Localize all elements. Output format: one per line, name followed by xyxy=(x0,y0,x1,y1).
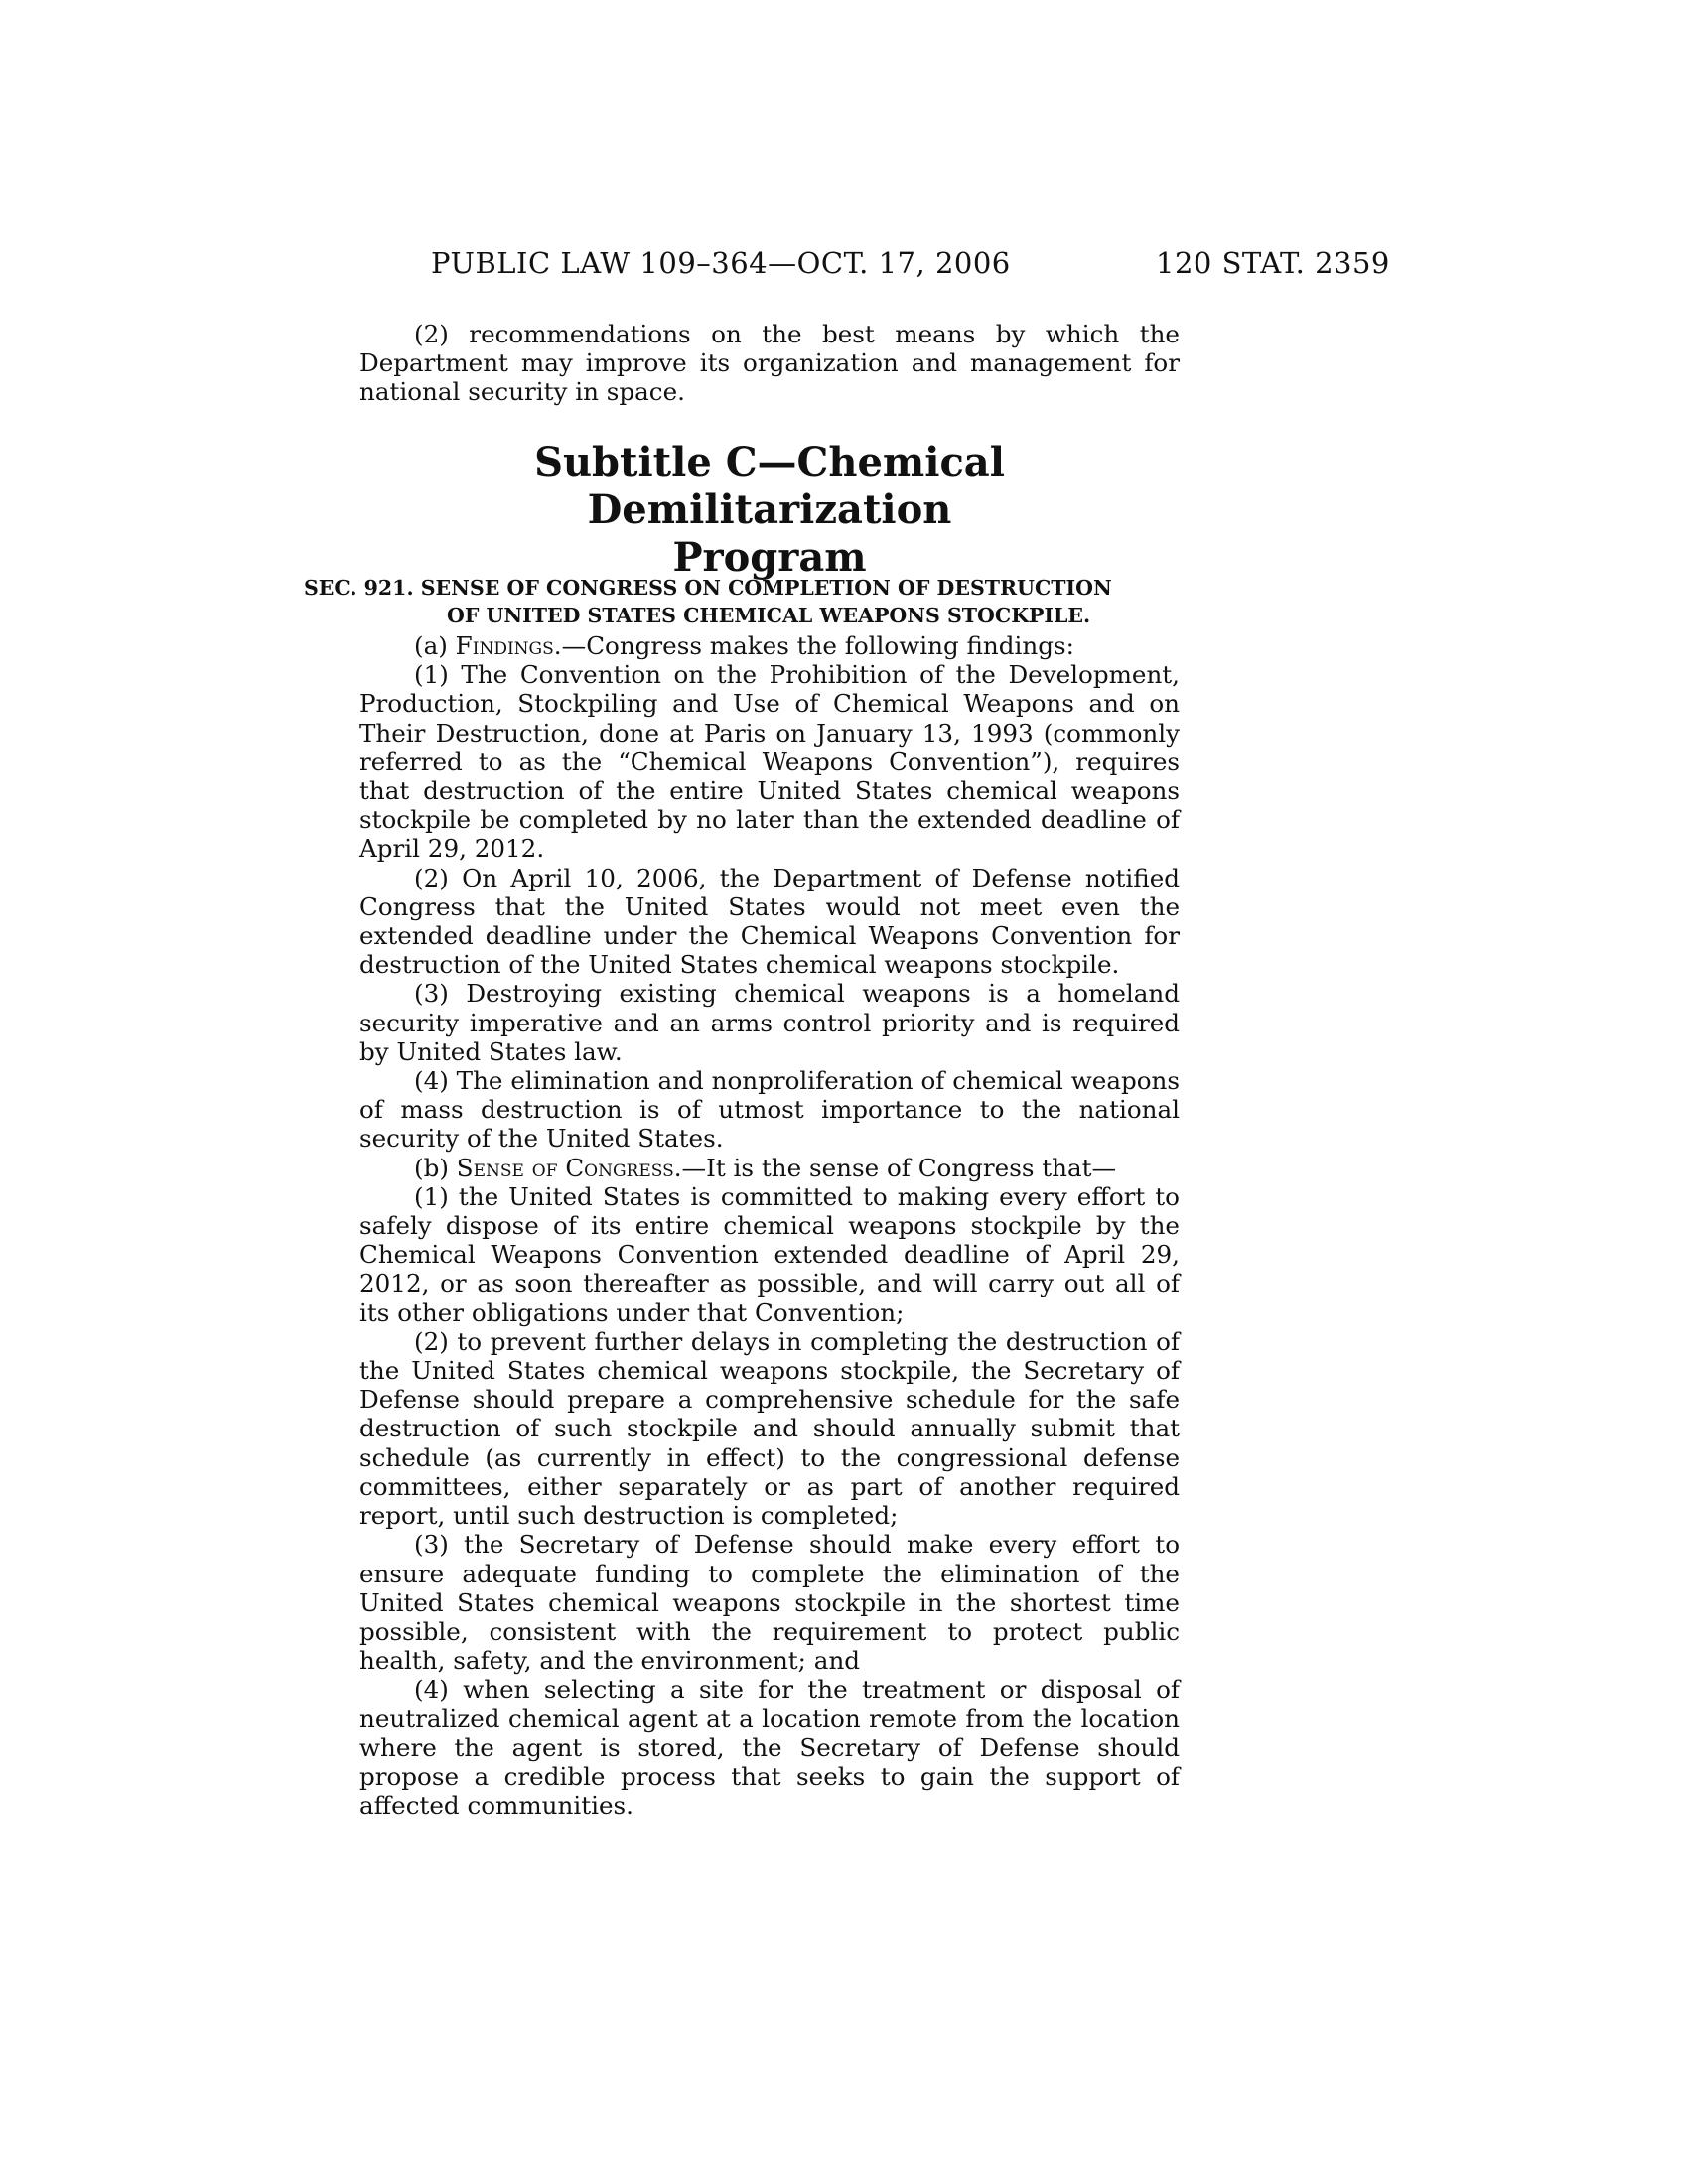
intro-block xyxy=(359,320,1180,407)
subtitle-heading xyxy=(359,439,1180,582)
subtitle-line-2: Program xyxy=(672,534,867,581)
statute-page-number: 120 STAT. 2359 xyxy=(1156,246,1390,280)
section-body xyxy=(359,631,1180,1820)
finding-item: (3) Destroying existing chemical weapons is a homeland security imperative and an arms control priority and is required by United States law. xyxy=(359,979,1180,1066)
findings-intro: .—Congress makes the following findings: xyxy=(553,631,1074,660)
finding-item: (1) The Convention on the Prohibition of the Development, Production, Stockpiling and Use of Chemical Weapons and on Their Destruction, done at Paris on January 13, 1993 (commonly referred to as the “Chemical Weapons Convention”), requires that destruction of the entire United States chemical weapons stockpile be completed by no later than the extended deadline of April 29, 2012. xyxy=(359,660,1180,864)
sense-item: (3) the Secretary of Defense should make every effort to ensure adequate funding to complete the elimination of the United States chemical weapons stockpile in the shortest time possible, consistent with the requirement to protect public health, safety, and the environment; and xyxy=(359,1530,1180,1676)
public-law-citation: PUBLIC LAW 109–364—OCT. 17, 2006 xyxy=(431,246,1011,280)
sense-item: (2) to prevent further delays in completing the destruction of the United States chemical weapons stockpile, the Secretary of Defense should prepare a comprehensive schedule for the safe destruction of such stockpile and should annually submit that schedule (as currently in effect) to the congressional defense committees, either separately or as part of another required report, until such destruction is completed; xyxy=(359,1326,1180,1531)
findings-label: (a) xyxy=(414,631,456,660)
findings-title: Findings xyxy=(455,631,554,660)
section-heading-line-2: OF UNITED STATES CHEMICAL WEAPONS STOCKPILE. xyxy=(447,604,1091,627)
sense-item: (1) the United States is committed to making every effort to safely dispose of its entire chemical weapons stockpile by the Chemical Weapons Convention extended deadline of April 29, 2012, or as soon thereafter as possible, and will carry out all of its other obligations under that Convention; xyxy=(359,1181,1180,1327)
sense-intro: .—It is the sense of Congress that— xyxy=(673,1153,1117,1182)
sense-label: (b) xyxy=(414,1153,457,1182)
finding-item: (4) The elimination and nonproliferation of chemical weapons of mass destruction is of utmost importance to the national security of the United States. xyxy=(359,1066,1180,1154)
running-head xyxy=(0,246,1688,286)
sense-heading xyxy=(359,1154,1180,1182)
section-heading xyxy=(304,574,1184,629)
sense-title: Sense of Congress xyxy=(456,1153,674,1182)
paragraph-recommendations: (2) recommendations on the best means by which the Department may improve its organization and management for national security in space. xyxy=(359,320,1180,407)
findings-heading xyxy=(359,631,1180,660)
section-heading-line-1: SEC. 921. SENSE OF CONGRESS ON COMPLETION OF DESTRUCTION xyxy=(304,576,1112,600)
subtitle-line-1: Subtitle C—Chemical Demilitarization xyxy=(534,439,1005,533)
sense-item: (4) when selecting a site for the treatment or disposal of neutralized chemical agent at a location remote from the location where the agent is stored, the Secretary of Defense should propose a credible process that seeks to gain the support of affected communities. xyxy=(359,1675,1180,1821)
finding-item: (2) On April 10, 2006, the Department of Defense notified Congress that the United States would not meet even the extended deadline under the Chemical Weapons Convention for destruction of the United States chemical weapons stockpile. xyxy=(359,863,1180,980)
